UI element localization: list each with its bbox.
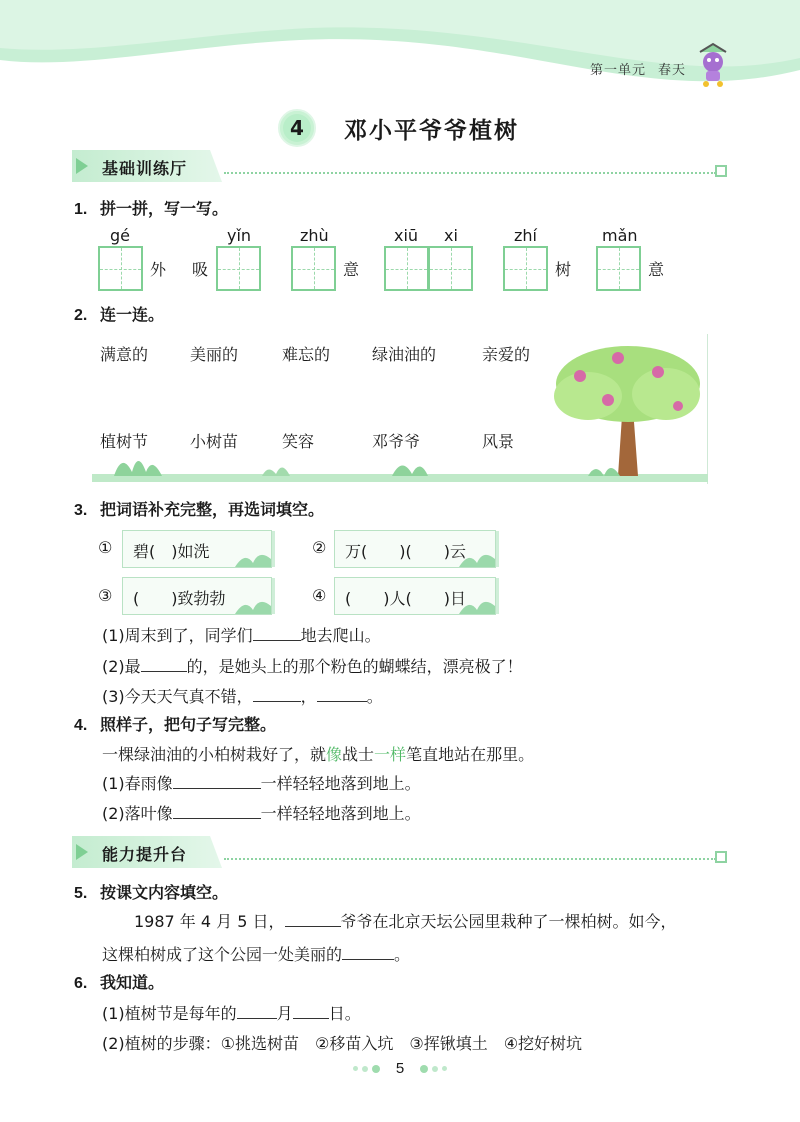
fill-sentence: (1)植树节是每年的 月 日。 xyxy=(102,1004,361,1023)
given-char: 外 xyxy=(150,260,167,279)
unit-season: 春天 xyxy=(658,63,687,78)
pinyin: zhù xyxy=(300,226,329,245)
match-bottom-item[interactable]: 小树苗 xyxy=(190,432,239,451)
fill-sentence: 这棵柏树成了这个公园一处美丽的 。 xyxy=(102,945,411,964)
example-sentence: 一棵绿油油的小柏树栽好了，就像战士一样笔直地站在那里。 xyxy=(102,745,535,764)
page-footer xyxy=(0,1060,800,1077)
section-title: 能力提升台 xyxy=(102,845,188,864)
answer-blank[interactable] xyxy=(173,788,261,789)
section-banner-ability xyxy=(72,836,732,870)
idiom-text: 碧( )如洗 xyxy=(133,542,210,561)
chevron-right-icon xyxy=(76,844,88,860)
match-top-item[interactable]: 满意的 xyxy=(100,345,149,364)
grass-icon xyxy=(459,549,495,567)
idiom-text: ( )致勃勃 xyxy=(133,589,226,608)
writing-grid[interactable] xyxy=(503,246,548,291)
idiom-text: ( )人( )日 xyxy=(345,589,466,608)
unit-name: 第一单元 xyxy=(590,63,647,78)
question-5: 5. 按课文内容填空。 xyxy=(74,883,229,902)
lesson-name: 邓小平爷爷植树 xyxy=(344,116,519,144)
match-bottom-item[interactable]: 邓爷爷 xyxy=(372,432,421,451)
section-banner-basic xyxy=(72,150,732,184)
page-number: 5 xyxy=(395,1060,405,1077)
match-top-item[interactable]: 绿油油的 xyxy=(372,345,437,364)
grass-icon xyxy=(235,596,271,614)
chevron-right-icon xyxy=(76,158,88,174)
fill-sentence: 1987 年 4 月 5 日， 爷爷在北京天坛公园里栽种了一棵柏树。如今， xyxy=(134,912,677,931)
grass-icon xyxy=(235,549,271,567)
pinyin: xiū xyxy=(394,226,419,245)
question-4: 4. 照样子，把句子写完整。 xyxy=(74,715,277,734)
writing-grid[interactable] xyxy=(428,246,473,291)
question-title: 连一连。 xyxy=(100,305,165,324)
match-top-item[interactable]: 难忘的 xyxy=(282,345,331,364)
item-mark: ② xyxy=(312,538,327,557)
given-char: 树 xyxy=(555,260,572,279)
item-mark: ④ xyxy=(312,586,327,605)
item-mark: ① xyxy=(98,538,113,557)
answer-blank[interactable] xyxy=(253,701,301,702)
answer-blank[interactable] xyxy=(342,959,394,960)
mascot-icon xyxy=(692,42,734,88)
match-top-item[interactable]: 亲爱的 xyxy=(482,345,531,364)
given-char: 意 xyxy=(343,260,360,279)
highlight-word: 像 xyxy=(326,745,343,764)
question-2: 2. 连一连。 xyxy=(74,305,165,324)
question-3: 3. 把词语补充完整，再选词填空。 xyxy=(74,500,325,519)
highlight-word: 一样 xyxy=(374,745,407,764)
question-6: 6. 我知道。 xyxy=(74,973,165,992)
fill-sentence: (2)落叶像 一样轻轻地落到地上。 xyxy=(102,804,421,823)
given-char: 意 xyxy=(648,260,665,279)
match-top-item[interactable]: 美丽的 xyxy=(190,345,239,364)
idiom-box[interactable] xyxy=(122,577,272,615)
header-band xyxy=(0,0,800,110)
answer-blank[interactable] xyxy=(141,671,187,672)
idiom-box[interactable] xyxy=(334,530,496,568)
grass-icon xyxy=(459,596,495,614)
answer-blank[interactable] xyxy=(285,926,341,927)
fill-sentence: (1)春雨像 一样轻轻地落到地上。 xyxy=(102,774,421,793)
section-title: 基础训练厅 xyxy=(102,159,188,178)
question-title: 把词语补充完整，再选词填空。 xyxy=(100,500,325,519)
answer-blank[interactable] xyxy=(173,818,261,819)
match-bottom-item[interactable]: 笑容 xyxy=(282,432,315,451)
idiom-box[interactable] xyxy=(122,530,272,568)
idiom-box[interactable] xyxy=(334,577,496,615)
lesson-number: 4 xyxy=(278,109,316,147)
unit-label xyxy=(590,59,698,78)
pinyin: gé xyxy=(110,226,130,245)
answer-blank[interactable] xyxy=(317,701,367,702)
fill-sentence: (2)最 的，是她头上的那个粉色的蝴蝶结，漂亮极了！ xyxy=(102,657,523,676)
pinyin: zhí xyxy=(514,226,537,245)
pinyin: yǐn xyxy=(227,226,252,245)
match-bottom-item[interactable]: 风景 xyxy=(482,432,515,451)
pinyin: xi xyxy=(444,226,458,245)
idiom-text: 万( )( )云 xyxy=(345,542,466,561)
question-title: 按课文内容填空。 xyxy=(100,883,229,902)
match-bottom-item[interactable]: 植树节 xyxy=(100,432,149,451)
item-mark: ③ xyxy=(98,586,113,605)
pinyin: mǎn xyxy=(602,226,638,245)
fill-sentence: (3)今天天气真不错， ， 。 xyxy=(102,687,383,706)
lesson-title xyxy=(278,108,519,148)
answer-blank[interactable] xyxy=(293,1018,329,1019)
writing-grid[interactable] xyxy=(384,246,429,291)
steps-sentence: (2)植树的步骤：①挑选树苗 ②移苗入坑 ③挥锹填土 ④挖好树坑 xyxy=(102,1034,583,1053)
answer-blank[interactable] xyxy=(253,640,301,641)
question-1: 1. 拼一拼，写一写。 xyxy=(74,199,229,218)
question-title: 拼一拼，写一写。 xyxy=(100,199,229,218)
answer-blank[interactable] xyxy=(237,1018,277,1019)
tree-illustration xyxy=(548,336,706,486)
question-title: 我知道。 xyxy=(100,973,165,992)
writing-grid[interactable] xyxy=(98,246,143,291)
fill-sentence: (1)周末到了，同学们 地去爬山。 xyxy=(102,626,381,645)
writing-grid[interactable] xyxy=(216,246,261,291)
given-char: 吸 xyxy=(192,260,209,279)
question-title: 照样子，把句子写完整。 xyxy=(100,715,277,734)
writing-grid[interactable] xyxy=(596,246,641,291)
writing-grid[interactable] xyxy=(291,246,336,291)
